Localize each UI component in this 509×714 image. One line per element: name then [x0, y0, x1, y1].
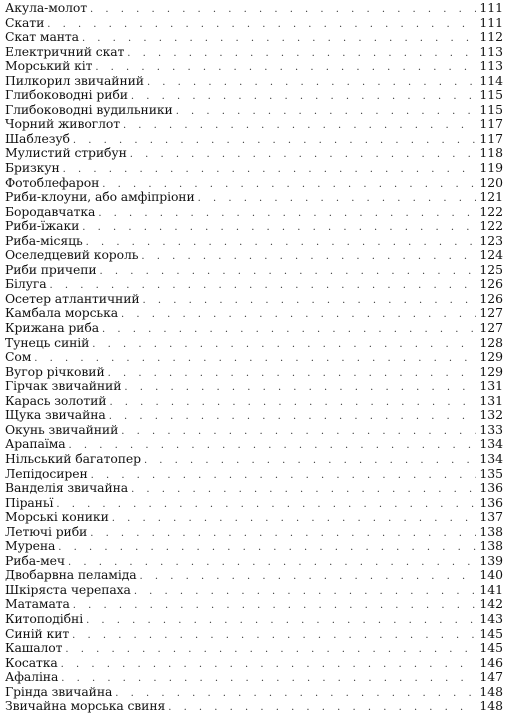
toc-entry	[0, 554, 509, 569]
toc-entry-page-number: 111	[476, 16, 503, 31]
dot-leader	[68, 556, 476, 569]
dot-leader	[98, 207, 476, 220]
toc-entry-title: Риба-місяць	[5, 234, 86, 249]
toc-entry-title: Скати	[5, 16, 47, 31]
toc-entry-page-number: 134	[476, 452, 503, 467]
toc-entry-page-number: 111	[476, 1, 503, 16]
toc-entry-title: Пилкорил звичайний	[5, 74, 147, 89]
toc-entry	[0, 277, 509, 292]
toc-entry	[0, 74, 509, 89]
dot-leader	[198, 192, 477, 205]
toc-entry	[0, 59, 509, 74]
toc-entry-title: Глибоководні вудильники	[5, 103, 176, 118]
toc-entry-page-number: 148	[476, 699, 503, 714]
toc-entry	[0, 379, 509, 394]
toc-entry-title: Тунець синій	[5, 336, 92, 351]
toc-entry-page-number: 147	[476, 670, 503, 685]
toc-entry-title: Афаліна	[5, 670, 61, 685]
toc-entry-page-number: 123	[476, 234, 503, 249]
toc-entry-page-number: 117	[476, 117, 503, 132]
toc-entry-title: Двобарвна пеламіда	[5, 568, 140, 583]
toc-entry-page-number: 125	[476, 263, 503, 278]
toc-entry-page-number: 145	[476, 641, 503, 656]
dot-leader	[73, 134, 476, 147]
dot-leader	[34, 352, 476, 365]
toc-entry-title: Риби-їжаки	[5, 219, 82, 234]
toc-entry-title: Гірчак звичайний	[5, 379, 124, 394]
dot-leader	[56, 498, 476, 511]
toc-entry-page-number: 134	[476, 437, 503, 452]
toc-entry-title: Риба-меч	[5, 554, 68, 569]
toc-entry-page-number: 126	[476, 277, 503, 292]
toc-entry-page-number: 124	[476, 248, 503, 263]
toc-entry-page-number: 142	[476, 597, 503, 612]
toc-entry	[0, 234, 509, 249]
toc-entry-title: Камбала морська	[5, 306, 121, 321]
toc-entry	[0, 452, 509, 467]
toc-entry-title: Арапаїма	[5, 437, 69, 452]
toc-entry-title: Сом	[5, 350, 34, 365]
toc-entry-title: Осетер атлантичний	[5, 292, 143, 307]
toc-entry	[0, 423, 509, 438]
toc-entry	[0, 597, 509, 612]
toc-entry	[0, 190, 509, 205]
dot-leader	[121, 425, 476, 438]
toc-entry	[0, 627, 509, 642]
toc-entry-title: Морські коники	[5, 510, 112, 525]
toc-entry	[0, 525, 509, 540]
toc-entry-page-number: 136	[476, 496, 503, 511]
toc-entry	[0, 365, 509, 380]
toc-entry	[0, 132, 509, 147]
toc-entry-title: Щука звичайна	[5, 408, 109, 423]
dot-leader	[82, 221, 476, 234]
dot-leader	[168, 701, 476, 714]
toc-entry	[0, 641, 509, 656]
toc-entry-title: Карась золотий	[5, 394, 109, 409]
toc-entry-page-number: 137	[476, 510, 503, 525]
dot-leader	[95, 61, 476, 74]
toc-entry-title: Морський кіт	[5, 59, 95, 74]
toc-entry-page-number: 129	[476, 350, 503, 365]
toc-entry-page-number: 146	[476, 656, 503, 671]
toc-entry-page-number: 148	[476, 685, 503, 700]
dot-leader	[127, 47, 476, 60]
toc-entry	[0, 685, 509, 700]
toc-entry	[0, 45, 509, 60]
dot-leader	[108, 367, 477, 380]
dot-leader	[141, 250, 476, 263]
toc-entry-title: Чорний живоглот	[5, 117, 123, 132]
toc-entry	[0, 117, 509, 132]
dot-leader	[143, 294, 477, 307]
toc-entry	[0, 146, 509, 161]
dot-leader	[131, 483, 476, 496]
dot-leader	[100, 265, 477, 278]
toc-entry-title: Летючі риби	[5, 525, 90, 540]
dot-leader	[61, 658, 477, 671]
dot-leader	[50, 279, 477, 292]
toc-entry	[0, 612, 509, 627]
toc-entry	[0, 205, 509, 220]
toc-entry-title: Скат манта	[5, 30, 82, 45]
toc-entry-page-number: 131	[476, 379, 503, 394]
toc-entry	[0, 568, 509, 583]
toc-entry-page-number: 138	[476, 525, 503, 540]
toc-entry	[0, 161, 509, 176]
toc-entry-page-number: 119	[476, 161, 503, 176]
toc-entry-page-number: 113	[476, 45, 503, 60]
toc-entry-title: Крижана риба	[5, 321, 102, 336]
toc-entry	[0, 176, 509, 191]
dot-leader	[102, 178, 476, 191]
toc-entry	[0, 248, 509, 263]
toc-entry-page-number: 133	[476, 423, 503, 438]
toc-entry	[0, 263, 509, 278]
toc-entry-title: Нільський багатопер	[5, 452, 144, 467]
dot-leader	[90, 527, 476, 540]
toc-entry-page-number: 139	[476, 554, 503, 569]
dot-leader	[102, 323, 476, 336]
toc-entry	[0, 321, 509, 336]
dot-leader	[92, 338, 476, 351]
toc-entry	[0, 510, 509, 525]
toc-entry	[0, 88, 509, 103]
dot-leader	[73, 599, 477, 612]
toc-entry-page-number: 138	[476, 539, 503, 554]
toc-entry-title: Риби-клоуни, або амфіпріони	[5, 190, 198, 205]
toc-entry-title: Китоподібні	[5, 612, 86, 627]
toc-entry-page-number: 145	[476, 627, 503, 642]
toc-entry-title: Матамата	[5, 597, 73, 612]
dot-leader	[109, 396, 476, 409]
toc-entry-title: Грінда звичайна	[5, 685, 115, 700]
toc-entry-page-number: 126	[476, 292, 503, 307]
toc-entry-title: Акула-молот	[5, 1, 90, 16]
toc-entry	[0, 292, 509, 307]
toc-entry	[0, 437, 509, 452]
dot-leader	[134, 585, 477, 598]
toc-entry	[0, 670, 509, 685]
toc-entry	[0, 16, 509, 31]
toc-entry-page-number: 114	[476, 74, 503, 89]
toc-entry-title: Кашалот	[5, 641, 65, 656]
dot-leader	[58, 541, 476, 554]
dot-leader	[86, 614, 476, 627]
toc-entry	[0, 1, 509, 16]
toc-entry	[0, 699, 509, 714]
dot-leader	[112, 512, 477, 525]
toc-entry	[0, 583, 509, 598]
toc-entry-page-number: 115	[476, 88, 503, 103]
dot-leader	[140, 570, 477, 583]
dot-leader	[144, 454, 476, 467]
toc-entry	[0, 219, 509, 234]
toc-entry-page-number: 140	[476, 568, 503, 583]
toc-entry-page-number: 129	[476, 365, 503, 380]
toc-entry	[0, 656, 509, 671]
toc-entry-title: Риби причепи	[5, 263, 100, 278]
dot-leader	[82, 32, 476, 45]
dot-leader	[72, 629, 476, 642]
dot-leader	[109, 410, 477, 423]
dot-leader	[176, 105, 477, 118]
toc-entry-title: Оселедцевий король	[5, 248, 141, 263]
toc-entry-title: Бризкун	[5, 161, 63, 176]
toc-entry	[0, 30, 509, 45]
toc-entry-page-number: 117	[476, 132, 503, 147]
toc-entry-page-number: 127	[476, 321, 503, 336]
toc-entry	[0, 539, 509, 554]
toc-entry-title: Лепідосирен	[5, 467, 91, 482]
toc-entry-title: Шкіряста черепаха	[5, 583, 134, 598]
dot-leader	[47, 18, 476, 31]
toc-entry-page-number: 115	[476, 103, 503, 118]
toc-entry-page-number: 121	[476, 190, 503, 205]
toc-entry-title: Окунь звичайний	[5, 423, 121, 438]
toc-entry-page-number: 135	[476, 467, 503, 482]
toc-entry-page-number: 118	[476, 146, 503, 161]
dot-leader	[124, 381, 476, 394]
toc-entry-title: Звичайна морська свиня	[5, 699, 168, 714]
dot-leader	[91, 469, 477, 482]
dot-leader	[147, 76, 476, 89]
toc-entry-page-number: 122	[476, 205, 503, 220]
dot-leader	[131, 90, 476, 103]
toc-entry	[0, 103, 509, 118]
toc-entry	[0, 350, 509, 365]
toc-entry-title: Синій кит	[5, 627, 72, 642]
toc-entry-page-number: 122	[476, 219, 503, 234]
toc-entry-title: Фотоблефарон	[5, 176, 102, 191]
dot-leader	[130, 148, 477, 161]
toc-entry-title: Мулистий стрибун	[5, 146, 130, 161]
toc-entry-page-number: 141	[476, 583, 503, 598]
toc-entry	[0, 408, 509, 423]
toc-entry-page-number: 128	[476, 336, 503, 351]
toc-entry-title: Бородавчатка	[5, 205, 98, 220]
toc-entry	[0, 481, 509, 496]
toc-entry-page-number: 143	[476, 612, 503, 627]
toc-entry-title: Мурена	[5, 539, 58, 554]
toc-entry-page-number: 112	[476, 30, 503, 45]
dot-leader	[123, 119, 476, 132]
toc-entry-page-number: 127	[476, 306, 503, 321]
dot-leader	[69, 439, 477, 452]
dot-leader	[65, 643, 476, 656]
toc-entry-page-number: 113	[476, 59, 503, 74]
toc-entry-title: Ванделія звичайна	[5, 481, 131, 496]
toc-entry	[0, 336, 509, 351]
toc-entry-title: Глибоководні риби	[5, 88, 131, 103]
dot-leader	[63, 163, 477, 176]
toc-entry-title: Шаблезуб	[5, 132, 73, 147]
toc-entry	[0, 306, 509, 321]
toc-entry-title: Білуга	[5, 277, 50, 292]
toc-entry	[0, 467, 509, 482]
toc-entry-page-number: 120	[476, 176, 503, 191]
dot-leader	[121, 308, 476, 321]
toc-entry-title: Електричний скат	[5, 45, 127, 60]
toc-entry-title: Косатка	[5, 656, 61, 671]
toc-entry-page-number: 132	[476, 408, 503, 423]
toc-entry	[0, 394, 509, 409]
dot-leader	[90, 3, 476, 16]
toc-entry-page-number: 136	[476, 481, 503, 496]
dot-leader	[115, 687, 476, 700]
toc-entry	[0, 496, 509, 511]
toc-entry-page-number: 131	[476, 394, 503, 409]
dot-leader	[86, 236, 477, 249]
toc-entry-title: Піраньї	[5, 496, 56, 511]
toc-entry-title: Вугор річковий	[5, 365, 108, 380]
dot-leader	[61, 672, 476, 685]
